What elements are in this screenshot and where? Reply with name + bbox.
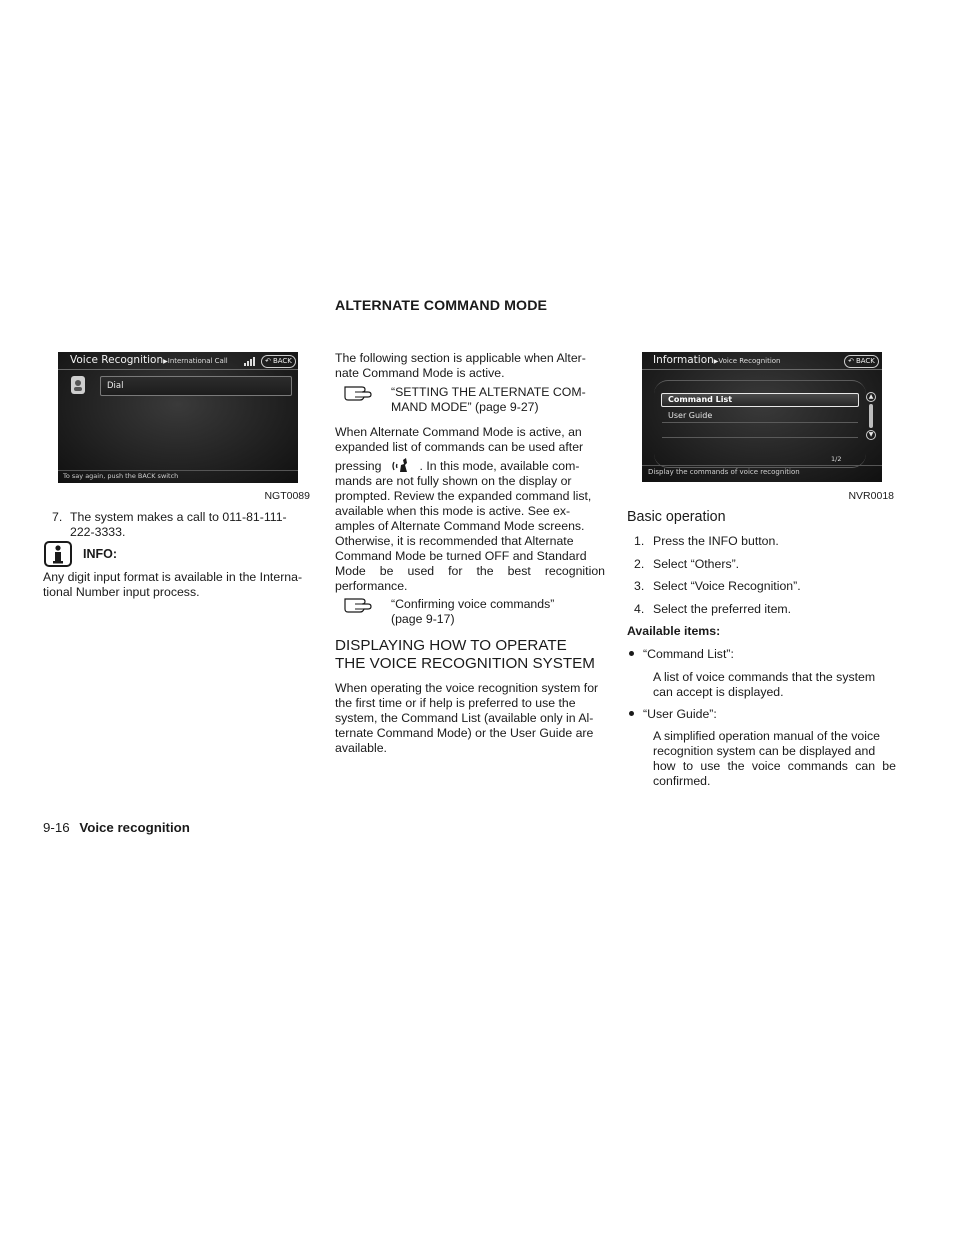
reference-line: (page 9-17) — [391, 612, 455, 626]
paragraph-line: prompted. Review the expanded command list, — [335, 489, 592, 503]
paragraph-text: . In this mode, available com- — [419, 459, 580, 473]
back-label: BACK — [855, 357, 875, 366]
step-text: Press the INFO button. — [653, 534, 779, 548]
list-item-empty — [662, 439, 858, 453]
desc-line: confirmed. — [653, 774, 711, 788]
back-arrow-icon: ↶ — [848, 357, 854, 366]
paragraph-line: system, the Command List (available only in Al- — [335, 711, 594, 725]
list-item-label: User Guide — [668, 410, 713, 420]
figure-id: NVR0018 — [848, 490, 894, 502]
screen-title-text: Voice Recognition — [70, 354, 164, 366]
info-title: INFO: — [83, 547, 118, 561]
alternate-mode-paragraph — [335, 425, 605, 594]
paragraph-line: available when this mode is active. See ex- — [335, 504, 571, 518]
dial-label: Dial — [107, 380, 124, 391]
step-number: 3. — [634, 579, 645, 594]
info-line: Any digit input format is available in the Interna- — [43, 570, 303, 584]
information-screenshot — [642, 352, 882, 482]
screen-subtitle: International Call — [167, 357, 228, 365]
step-text: Select “Voice Recognition”. — [653, 579, 801, 594]
back-label: BACK — [272, 357, 292, 366]
reference-hand-icon — [344, 384, 374, 401]
step-number: 1. — [634, 534, 645, 548]
info-text — [43, 570, 315, 600]
desc-line: A simplified operation manual of the voice — [653, 729, 880, 743]
intro-line: The following section is applicable when Alter- — [335, 351, 586, 365]
step-7-line: 222-3333. — [70, 525, 126, 539]
step-7-number: 7. — [52, 510, 63, 524]
list-item-empty — [662, 424, 858, 438]
paragraph-line: amples of Alternate Command Mode screens. — [335, 519, 585, 533]
step-7-line: The system makes a call to 011-81-111- — [70, 510, 287, 524]
list-item-user-guide[interactable] — [662, 409, 858, 423]
info-icon — [44, 541, 72, 567]
dial-field[interactable] — [100, 376, 292, 396]
reference-line: “SETTING THE ALTERNATE COM- — [391, 385, 586, 399]
step-item — [634, 602, 896, 625]
bottom-message: Display the commands of voice recognition — [648, 468, 800, 476]
page-indicator: 1/2 — [831, 455, 842, 463]
displaying-paragraph — [335, 681, 605, 756]
triangle-icon: ▶ — [713, 358, 719, 365]
list-item-label: Command List — [668, 395, 733, 405]
bullet-icon — [629, 651, 634, 656]
item-command-list-desc — [653, 670, 896, 700]
available-items-heading: Available items: — [627, 624, 721, 638]
paragraph-line: When operating the voice recognition system for — [335, 681, 599, 695]
desc-line: how to use the voice commands can be — [653, 759, 896, 773]
screen-title — [653, 354, 780, 367]
paragraph-text: pressing — [335, 459, 382, 473]
subsection-heading — [335, 637, 595, 673]
reference-hand-icon — [344, 596, 374, 613]
desc-line: A list of voice commands that the system — [653, 670, 876, 684]
title-divider — [58, 369, 298, 370]
desc-line: can accept is displayed. — [653, 685, 784, 699]
back-button[interactable] — [844, 355, 879, 368]
reference-line: MAND MODE” (page 9-27) — [391, 400, 539, 414]
paragraph-line: the first time or if help is preferred to use the — [335, 696, 576, 710]
desc-line: recognition system can be displayed and — [653, 744, 876, 758]
signal-icon — [244, 356, 258, 366]
footer-section: Voice recognition — [79, 820, 190, 835]
screen-title-text: Information — [653, 354, 714, 366]
heading-line: THE VOICE RECOGNITION SYSTEM — [335, 655, 595, 673]
bullet-icon — [629, 711, 634, 716]
back-button[interactable] — [261, 355, 296, 368]
talk-switch-icon — [391, 456, 413, 474]
bottom-divider — [58, 470, 298, 471]
page-number: 9-16 — [43, 820, 70, 835]
bottom-message: To say again, push the BACK switch — [63, 472, 179, 480]
step-number: 4. — [634, 602, 645, 617]
title-divider — [642, 369, 882, 370]
scroll-up-button[interactable]: ▲ — [866, 392, 876, 402]
phonebook-icon — [69, 375, 87, 395]
screen-subtitle: Voice Recognition — [718, 357, 781, 365]
paragraph-line: Mode be used for the best recognition — [335, 564, 605, 578]
step-item — [634, 534, 896, 557]
step-item — [634, 557, 896, 580]
intro-text — [335, 351, 605, 381]
paragraph-line: ternate Command Mode) or the User Guide are — [335, 726, 594, 740]
step-number: 2. — [634, 556, 645, 571]
info-line: tional Number input process. — [43, 585, 200, 599]
paragraph-line: performance. — [335, 579, 408, 593]
step-text: Select the preferred item. — [653, 602, 792, 617]
paragraph-line: When Alternate Command Mode is active, an — [335, 425, 582, 439]
screen-title — [70, 354, 228, 367]
figure-id: NGT0089 — [264, 490, 310, 502]
section-heading: ALTERNATE COMMAND MODE — [335, 298, 548, 314]
voice-recognition-screenshot — [58, 352, 298, 483]
step-text: Select “Others”. — [653, 556, 740, 571]
scroll-down-button[interactable]: ▼ — [866, 430, 876, 440]
triangle-icon: ▶ — [163, 358, 168, 365]
step-item — [634, 579, 896, 602]
paragraph-line: available. — [335, 741, 387, 755]
item-user-guide-label: “User Guide”: — [643, 707, 717, 721]
page-footer — [43, 820, 190, 836]
paragraph-line-with-icon — [335, 455, 605, 474]
basic-operation-heading: Basic operation — [627, 509, 726, 525]
back-arrow-icon: ↶ — [265, 357, 271, 366]
reference-confirming-commands[interactable] — [391, 597, 605, 627]
item-command-list-label: “Command List”: — [643, 647, 734, 661]
reference-setting-alternate[interactable] — [391, 385, 605, 415]
paragraph-line: expanded list of commands can be used after — [335, 440, 584, 454]
list-item-command-list[interactable] — [661, 393, 859, 407]
intro-line: nate Command Mode is active. — [335, 366, 505, 380]
paragraph-line: mands are not fully shown on the display or — [335, 474, 572, 488]
reference-line: “Confirming voice commands” — [391, 597, 555, 611]
heading-line: DISPLAYING HOW TO OPERATE — [335, 637, 567, 654]
bottom-divider — [642, 465, 882, 466]
step-7-text — [70, 510, 313, 540]
steps-list — [634, 534, 896, 625]
paragraph-line: Command Mode be turned OFF and Standard — [335, 549, 587, 563]
item-user-guide-desc — [653, 729, 896, 789]
scrollbar-track[interactable] — [869, 404, 873, 428]
paragraph-line: Otherwise, it is recommended that Alternate — [335, 534, 574, 548]
